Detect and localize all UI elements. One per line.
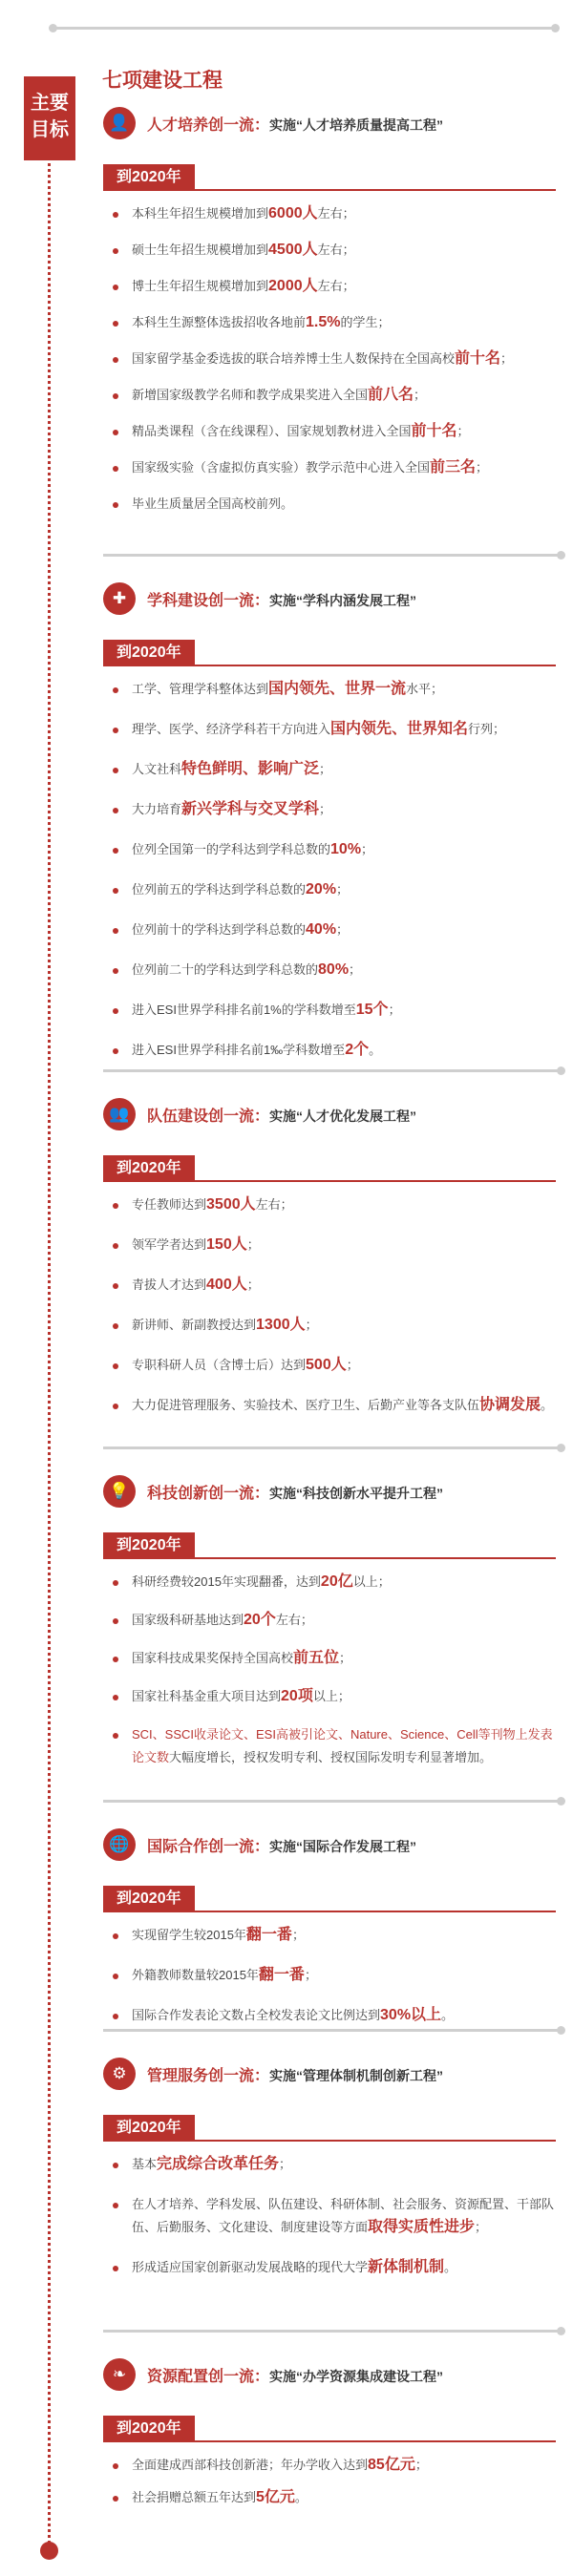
- item-text: ；: [361, 842, 374, 856]
- item-text: 左右；: [317, 279, 355, 293]
- item-list: [103, 678, 562, 1062]
- item-text: 青拔人才达到: [132, 1277, 207, 1292]
- item-text: 国家级实验（含虚拟仿真实验）教学示范中心进入全国: [132, 460, 431, 475]
- item-text: 国家留学基金委选拔的联合培养博士生人数保持在全国高校: [132, 351, 456, 366]
- item-text: 位列前二十的学科达到学科总数的: [132, 962, 319, 977]
- main-goal-line2: 目标: [31, 119, 69, 140]
- section-discipline: [103, 582, 562, 1079]
- leaf-icon: ❧: [103, 2358, 136, 2391]
- list-item: [103, 1924, 562, 1947]
- section-divider: [103, 1446, 562, 1449]
- section-title: [147, 2364, 443, 2386]
- highlight-text: 30%以上: [380, 2007, 442, 2023]
- item-text: ；: [279, 2157, 292, 2171]
- highlight-text: 6000人: [268, 205, 318, 222]
- item-list: [103, 2454, 562, 2509]
- section-name: 资源配置创一流：: [147, 2369, 270, 2385]
- section-title: [147, 588, 416, 610]
- highlight-text: 10%: [330, 841, 362, 857]
- highlight-text: 前十名: [411, 423, 457, 439]
- main-goal-line1: 主要: [31, 93, 69, 114]
- list-item: [103, 959, 562, 982]
- item-text: ；: [319, 802, 332, 816]
- item-text: 大幅度增长，授权发明专利、授权国际发明专利显著增加。: [169, 1750, 493, 1764]
- year-bar: [103, 640, 556, 666]
- highlight-text: 前十名: [455, 350, 501, 367]
- highlight-text: 80%: [318, 961, 350, 978]
- highlight-text: 15个: [355, 1002, 389, 1018]
- section-subtitle: 实施“人才优化发展工程”: [269, 1109, 417, 1124]
- item-text: 左右；: [317, 243, 355, 257]
- list-item: [103, 2256, 562, 2279]
- list-item: [103, 678, 562, 701]
- item-text: 左右；: [317, 206, 355, 221]
- section-header: [103, 1098, 562, 1132]
- item-text: ；: [388, 1003, 401, 1017]
- item-text: 精品类课程（含在线课程）、国家规划教材进入全国: [132, 424, 412, 438]
- item-text: 以上；: [312, 1689, 350, 1703]
- bulb-icon: 💡: [103, 1475, 136, 1508]
- section-international: [103, 1828, 562, 2044]
- highlight-text: 特色鲜明、影响广泛: [181, 761, 320, 777]
- highlight-text: 协调发展: [479, 1397, 541, 1413]
- list-item: [103, 1571, 562, 1594]
- highlight-text: 20项: [281, 1688, 313, 1704]
- year-tab: 到2020年: [103, 2416, 195, 2442]
- puzzle-icon: ✚: [103, 582, 136, 615]
- list-item: [103, 1394, 562, 1417]
- year-bar: [103, 1155, 556, 1182]
- section-divider: [103, 2029, 562, 2032]
- item-text: 的学生；: [340, 315, 391, 329]
- main-goal-label: [24, 76, 75, 160]
- list-item: [103, 718, 562, 741]
- highlight-text: 85亿元: [368, 2457, 415, 2473]
- item-text: 在人才培养、学科发展、队伍建设、科研体制、社会服务、资源配置、干部队伍、后勤服务、文化建设、制度建设等方面: [132, 2197, 555, 2234]
- item-text: ；: [304, 1968, 317, 1982]
- highlight-text: 20亿: [320, 1573, 353, 1590]
- section-management: [103, 2058, 562, 2296]
- list-item: [103, 2004, 562, 2027]
- item-text: 领军学者达到: [132, 1237, 207, 1252]
- highlight-text: 500人: [306, 1357, 347, 1373]
- year-tab: 到2020年: [103, 1886, 195, 1912]
- timeline-end-dot: [40, 2542, 58, 2560]
- item-text: ；: [246, 1237, 260, 1252]
- year-bar: [103, 2115, 556, 2142]
- item-text: 位列前十的学科达到学科总数的: [132, 922, 307, 937]
- item-text: 人文社科: [132, 762, 182, 776]
- item-text: ；: [339, 1651, 352, 1665]
- list-item: [103, 2454, 562, 2477]
- item-text: 大力培育: [132, 802, 182, 816]
- item-list: [103, 1193, 562, 1417]
- item-text: 位列全国第一的学科达到学科总数的: [132, 842, 331, 856]
- section-name: 人才培养创一流：: [147, 117, 270, 134]
- team-icon: 👥: [103, 1098, 136, 1130]
- list-item: [103, 1354, 562, 1377]
- item-text: 以上；: [352, 1574, 391, 1589]
- item-list: [103, 1924, 562, 2027]
- item-text: 毕业生质量居全国高校前列。: [132, 496, 294, 511]
- item-text: 。: [541, 1398, 554, 1412]
- item-text: 国家社科基金重大项目达到: [132, 1689, 282, 1703]
- item-list: [103, 2153, 562, 2279]
- highlight-text: 20%: [306, 881, 337, 897]
- list-item: [103, 1234, 562, 1256]
- section-header: [103, 2358, 562, 2393]
- item-text: ；: [414, 388, 427, 402]
- list-item: [103, 1314, 562, 1337]
- item-text: ；: [336, 922, 350, 937]
- item-text: 博士生年招生规模增加到: [132, 279, 269, 293]
- section-header: [103, 1475, 562, 1510]
- item-text: ；: [476, 460, 489, 475]
- item-text: 工学、管理学科整体达到: [132, 682, 269, 696]
- highlight-text: 新兴学科与交叉学科: [181, 801, 320, 817]
- highlight-text: 国内领先、世界一流: [268, 681, 407, 697]
- section-tech: [103, 1475, 562, 1784]
- item-text: 水平；: [406, 682, 444, 696]
- highlight-text: 400人: [206, 1277, 247, 1293]
- section-header: [103, 107, 562, 141]
- list-item: [103, 838, 562, 861]
- year-tab: 到2020年: [103, 2115, 195, 2142]
- section-name: 学科建设创一流：: [147, 593, 270, 609]
- highlight-text: 2个: [345, 1042, 370, 1058]
- section-header: [103, 582, 562, 617]
- item-text: ；: [349, 962, 362, 977]
- list-item: [103, 2193, 562, 2239]
- section-divider: [103, 554, 562, 557]
- item-text: ；: [414, 2458, 428, 2472]
- year-bar: [103, 164, 556, 191]
- item-text: 专职科研人员（含博士后）达到: [132, 1358, 307, 1372]
- top-divider: [53, 27, 556, 30]
- highlight-text: 前五位: [293, 1650, 340, 1666]
- globe-icon: 🌐: [103, 1828, 136, 1861]
- section-header: [103, 2058, 562, 2092]
- section-divider: [103, 2330, 562, 2333]
- list-item: [103, 1274, 562, 1297]
- section-talent: [103, 107, 562, 529]
- list-item: [103, 2153, 562, 2176]
- section-resources: [103, 2358, 562, 2519]
- item-text: 社会捐赠总额五年达到: [132, 2490, 257, 2504]
- highlight-text: 翻一番: [245, 1927, 292, 1943]
- list-item: [103, 2486, 562, 2509]
- item-text: ；: [291, 1928, 305, 1942]
- section-faculty: [103, 1098, 562, 1434]
- item-text: ；: [246, 1277, 260, 1292]
- item-text: 基本: [132, 2157, 158, 2171]
- highlight-text: 150人: [206, 1236, 247, 1253]
- highlight-text: 4500人: [268, 242, 318, 258]
- list-item: [103, 999, 562, 1022]
- list-item: [103, 348, 562, 370]
- person-icon: 👤: [103, 107, 136, 139]
- list-item: [103, 311, 562, 334]
- list-item: [103, 918, 562, 941]
- highlight-text: 5亿元: [256, 2489, 295, 2505]
- year-tab: 到2020年: [103, 1155, 195, 1182]
- section-header: [103, 1828, 562, 1863]
- item-text: 。: [369, 1043, 382, 1057]
- list-item: [103, 1647, 562, 1670]
- section-subtitle: 实施“管理体制机制创新工程”: [269, 2068, 444, 2083]
- section-name: 管理服务创一流：: [147, 2068, 270, 2084]
- year-bar: [103, 1532, 556, 1559]
- page-title: 七项建设工程: [102, 70, 223, 92]
- section-divider: [103, 1800, 562, 1803]
- year-bar: [103, 2416, 556, 2442]
- list-item: [103, 1039, 562, 1062]
- item-text: 新讲师、新副教授达到: [132, 1318, 257, 1332]
- list-item: [103, 384, 562, 407]
- section-divider: [103, 1069, 562, 1072]
- item-text: 全面建成西部科技创新港；年办学收入达到: [132, 2458, 369, 2472]
- highlight-text: 2000人: [268, 278, 318, 294]
- item-text: 本科生生源整体选拔招收各地前: [132, 315, 307, 329]
- item-list: [103, 1571, 562, 1769]
- section-subtitle: 实施“人才培养质量提高工程”: [269, 117, 444, 133]
- list-item: [103, 798, 562, 821]
- item-text: ；: [475, 2220, 488, 2234]
- item-text: 专任教师达到: [132, 1197, 207, 1212]
- list-item: [103, 493, 562, 516]
- item-text: 科研经费较2015年实现翻番，达到: [132, 1574, 321, 1589]
- item-text: 理学、医学、经济学科若干方向进入: [132, 722, 331, 736]
- item-text: 位列前五的学科达到学科总数的: [132, 882, 307, 897]
- section-name: 国际合作创一流：: [147, 1839, 270, 1855]
- list-item: [103, 239, 562, 262]
- list-item: [103, 1609, 562, 1632]
- list-item: [103, 1723, 562, 1769]
- item-text: 。: [444, 2260, 457, 2274]
- gears-icon: ⚙: [103, 2058, 136, 2090]
- section-subtitle: 实施“国际合作发展工程”: [269, 1839, 417, 1854]
- item-text: 形成适应国家创新驱动发展战略的现代大学: [132, 2260, 369, 2274]
- item-text: 新增国家级教学名师和教学成果奖进入全国: [132, 388, 369, 402]
- section-name: 科技创新创一流：: [147, 1486, 270, 1502]
- list-item: [103, 456, 562, 479]
- item-text: ；: [305, 1318, 318, 1332]
- section-title: [147, 1104, 416, 1126]
- item-text: 国家科技成果奖保持全国高校: [132, 1651, 294, 1665]
- item-text: ；: [336, 882, 350, 897]
- item-text: 外籍教师数量较2015年: [132, 1968, 259, 1982]
- year-bar: [103, 1886, 556, 1912]
- item-text: 大力促进管理服务、实验技术、医疗卫生、后勤产业等各支队伍: [132, 1398, 480, 1412]
- item-text: 左右；: [255, 1197, 293, 1212]
- list-item: [103, 1685, 562, 1708]
- section-subtitle: 实施“学科内涵发展工程”: [269, 593, 417, 608]
- highlight-text: 新体制机制: [368, 2259, 445, 2275]
- item-text: ；: [456, 424, 470, 438]
- year-tab: 到2020年: [103, 1532, 195, 1559]
- section-title: [147, 2063, 443, 2085]
- highlight-text: 完成综合改革任务: [157, 2156, 280, 2172]
- list-item: [103, 275, 562, 298]
- item-text: 国家级科研基地达到: [132, 1613, 244, 1627]
- list-item: [103, 202, 562, 225]
- section-title: [147, 1834, 416, 1856]
- highlight-text: SCI、SSCI收录论文、ESI高被引论文、Nature、Science、Cell等刊物上发表论文数: [132, 1727, 553, 1764]
- item-text: 。: [294, 2490, 308, 2504]
- list-item: [103, 1964, 562, 1987]
- highlight-text: 40%: [306, 921, 337, 938]
- highlight-text: 20个: [244, 1612, 276, 1628]
- item-text: ；: [319, 762, 332, 776]
- item-text: 进入ESI世界学科排名前1%的学科数增至: [132, 1003, 356, 1017]
- highlight-text: 前八名: [368, 387, 414, 403]
- highlight-text: 取得实质性进步: [368, 2219, 476, 2235]
- item-text: 实现留学生较2015年: [132, 1928, 246, 1942]
- highlight-text: 国内领先、世界知名: [330, 721, 469, 737]
- section-title: [147, 1481, 443, 1503]
- item-text: 国际合作发表论文数占全校发表论文比例达到: [132, 2008, 381, 2022]
- timeline-line: [48, 153, 51, 2549]
- item-text: 。: [441, 2008, 455, 2022]
- section-name: 队伍建设创一流：: [147, 1109, 270, 1125]
- highlight-text: 1300人: [256, 1317, 306, 1333]
- list-item: [103, 878, 562, 901]
- year-tab: 到2020年: [103, 640, 195, 666]
- item-list: [103, 202, 562, 516]
- highlight-text: 1.5%: [306, 314, 341, 330]
- section-subtitle: 实施“科技创新水平提升工程”: [269, 1486, 444, 1501]
- highlight-text: 3500人: [206, 1196, 256, 1213]
- highlight-text: 前三名: [430, 459, 477, 475]
- item-text: 本科生年招生规模增加到: [132, 206, 269, 221]
- item-text: 硕士生年招生规模增加到: [132, 243, 269, 257]
- item-text: 进入ESI世界学科排名前1‰学科数增至: [132, 1043, 346, 1057]
- list-item: [103, 1193, 562, 1216]
- item-text: 行列；: [468, 722, 506, 736]
- section-subtitle: 实施“办学资源集成建设工程”: [269, 2369, 444, 2384]
- highlight-text: 翻一番: [258, 1967, 305, 1983]
- item-text: ；: [500, 351, 514, 366]
- item-text: 左右；: [275, 1613, 313, 1627]
- year-tab: 到2020年: [103, 164, 195, 191]
- item-text: ；: [346, 1358, 359, 1372]
- list-item: [103, 758, 562, 781]
- section-title: [147, 113, 443, 135]
- list-item: [103, 420, 562, 443]
